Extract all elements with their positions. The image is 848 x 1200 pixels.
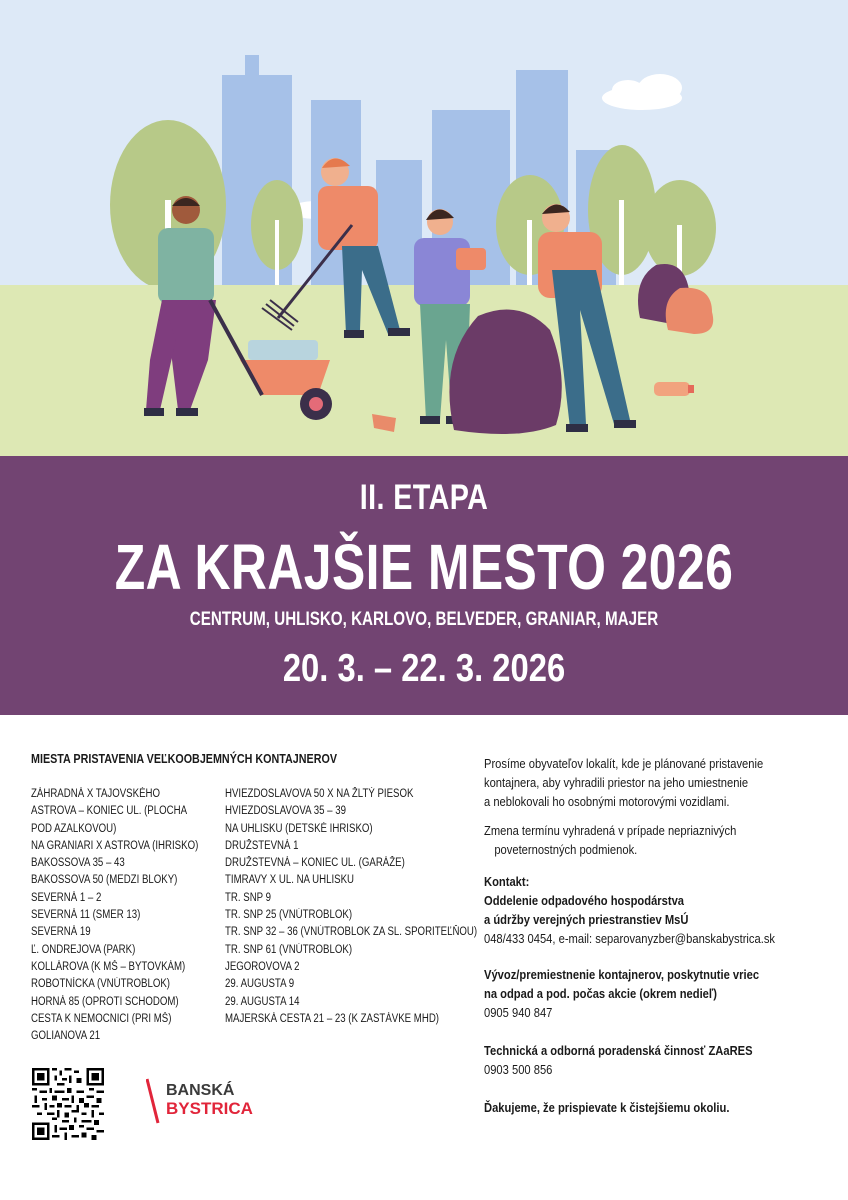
transport-block <box>484 965 828 1023</box>
location-item: TR. SNP 32 – 36 (VNÚTROBLOK ZA SL. SPORITEĽŇOU) <box>225 926 478 939</box>
locations-heading: MIESTA PRISTAVENIA VEĽKOOBJEMNÝCH KONTAJNEROV <box>31 752 338 766</box>
bottle-icon <box>654 382 694 396</box>
event-banner <box>0 456 848 715</box>
event-title: ZA KRAJŠIE MESTO 2026 <box>114 531 734 603</box>
contact-label: Kontakt: <box>484 874 530 889</box>
request-line: Prosíme obyvateľov lokalít, kde je plánované pristavenie <box>484 756 764 771</box>
location-item: HVIEZDOSLAVOVA 35 – 39 <box>225 805 346 818</box>
location-item: TIMRAVY X UL. NA UHLISKU <box>225 874 355 887</box>
request-paragraph <box>484 754 828 812</box>
logo-line-2: BYSTRICA <box>166 1099 253 1118</box>
technical-phone: 0903 500 856 <box>484 1062 553 1078</box>
location-item: NA GRANIARI X ASTROVA (IHRISKO) <box>31 839 199 852</box>
location-item: SEVERNÁ 1 – 2 <box>31 891 102 904</box>
thanks-text: Ďakujeme, že prispievate k čistejšiemu okoliu. <box>484 1100 730 1115</box>
location-item: Ľ. ONDREJOVA (PARK) <box>31 943 136 956</box>
location-item: CESTA K NEMOCNICI (PRI MŠ) <box>31 1012 172 1025</box>
weather-line: poveternostných podmienok. <box>494 842 638 858</box>
location-item: TR. SNP 9 <box>225 891 271 904</box>
locations-column-2 <box>225 786 525 1028</box>
event-dates: 20. 3. – 22. 3. 2026 <box>282 647 566 690</box>
location-item: TR. SNP 25 (VNÚTROBLOK) <box>225 909 353 922</box>
transport-title: na odpad a pod. počas akcie (okrem nedieľ) <box>484 986 717 1002</box>
logo-line-1: BANSKÁ <box>166 1082 235 1099</box>
logo-wordmark <box>166 1082 253 1118</box>
location-item: NA UHLISKU (DETSKÉ IHRISKO) <box>225 822 373 835</box>
location-item: HVIEZDOSLAVOVA 50 X NA ŽLTÝ PIESOK <box>225 788 414 800</box>
location-item: BAKOSSOVA 50 (MEDZI BLOKY) <box>31 874 178 887</box>
locations-section <box>31 752 478 1043</box>
transport-title: Vývoz/premiestnenie kontajnerov, poskytnutie vriec <box>484 967 760 982</box>
location-item: GOLIANOVA 21 <box>31 1030 101 1043</box>
location-item: DRUŽSTEVNÁ – KONIEC UL. (GARÁŽE) <box>225 857 405 870</box>
location-item: ASTROVA – KONIEC UL. (PLOCHA <box>31 805 188 818</box>
department-name: Oddelenie odpadového hospodárstva <box>484 893 685 908</box>
location-item: HORNÁ 85 (OPROTI SCHODOM) <box>31 995 179 1008</box>
department-contact: 048/433 0454, e-mail: separovanyzber@banskabystrica.sk <box>484 931 776 947</box>
hero-illustration <box>0 0 848 456</box>
locations-column-1 <box>31 786 230 1045</box>
banska-bystrica-logo-icon <box>146 1077 276 1127</box>
request-line: a neblokovali ho osobnými motorovými vozidlami. <box>484 794 730 810</box>
location-item: KOLLÁROVA (K MŠ – BYTOVKÁM) <box>31 960 186 973</box>
location-item: SEVERNÁ 11 (SMER 13) <box>31 909 141 922</box>
location-item: TR. SNP 61 (VNÚTROBLOK) <box>225 943 353 956</box>
department-block <box>484 891 828 949</box>
location-item: MAJERSKÁ CESTA 21 – 23 (K ZASTÁVKE MHD) <box>225 1012 440 1025</box>
weather-paragraph <box>484 821 828 859</box>
location-item: POD AZALKOVOU) <box>31 822 117 835</box>
location-item: 29. AUGUSTA 9 <box>225 978 295 991</box>
location-item: DRUŽSTEVNÁ 1 <box>225 839 299 852</box>
location-item: ROBOTNÍCKA (VNÚTROBLOK) <box>31 978 171 991</box>
qr-code-icon <box>32 1068 104 1140</box>
transport-phone: 0905 940 847 <box>484 1005 553 1021</box>
request-line: kontajnera, aby vyhradili priestor na jeho umiestnenie <box>484 775 749 791</box>
location-item: BAKOSSOVA 35 – 43 <box>31 857 125 870</box>
stage-label: II. ETAPA <box>359 478 489 517</box>
location-item: JEGOROVOVA 2 <box>225 960 300 973</box>
location-item: 29. AUGUSTA 14 <box>225 995 300 1008</box>
location-item: ZÁHRADNÁ X TAJOVSKÉHO <box>31 788 161 800</box>
weather-line: Zmena termínu vyhradená v prípade nepriaznivých <box>484 823 737 838</box>
areas-list: CENTRUM, UHLISKO, KARLOVO, BELVEDER, GRANIAR, MAJER <box>189 609 659 630</box>
technical-block <box>484 1041 828 1079</box>
department-name: a údržby verejných priestranstiev MsÚ <box>484 912 689 928</box>
technical-title: Technická a odborná poradenská činnosť ZAaRES <box>484 1043 753 1058</box>
location-item: SEVERNÁ 19 <box>31 926 91 939</box>
